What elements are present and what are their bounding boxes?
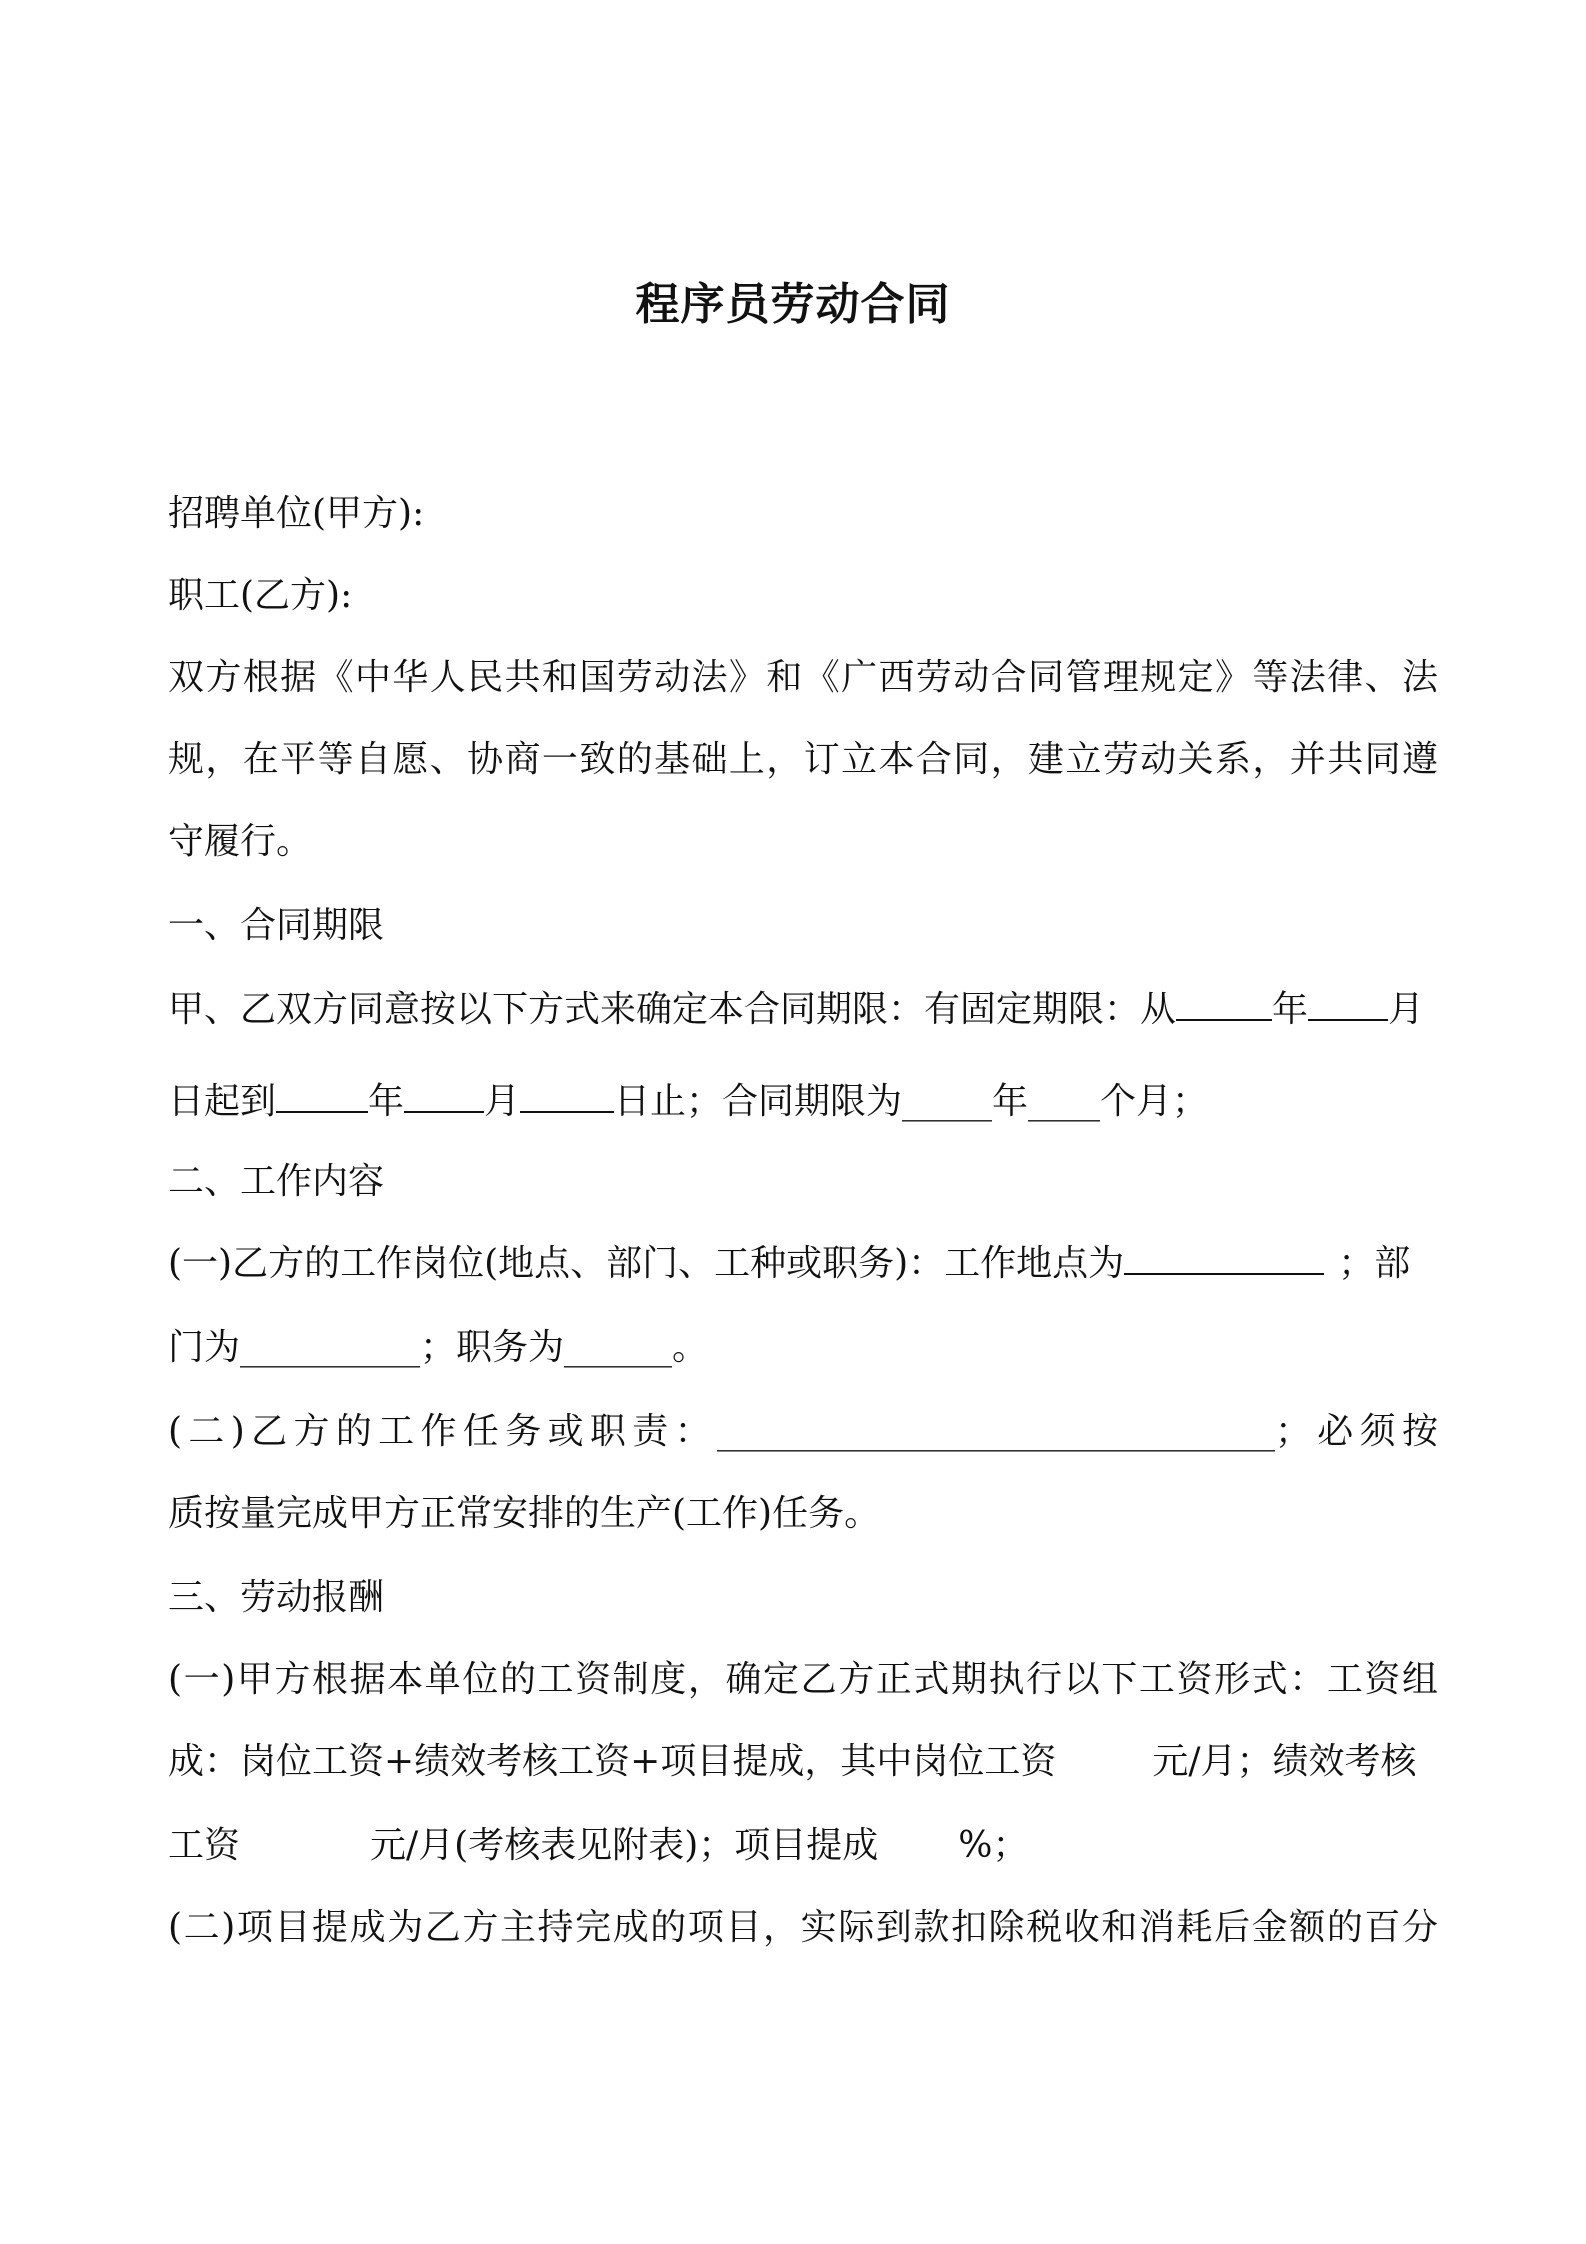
pay-line-3-a: 工资 xyxy=(168,1825,241,1866)
pay-line-4: (二)项目提成为乙方主持完成的项目，实际到款扣除税收和消耗后金额的百分 xyxy=(168,1907,1438,1948)
term-line-2-month: 月 xyxy=(484,1081,521,1122)
end-month-blank[interactable] xyxy=(404,1081,484,1113)
pay-line-2 xyxy=(168,1740,1438,1784)
party-a-label: 招聘单位(甲方): xyxy=(168,493,425,534)
work-line-3: (二)乙方的工作任务或职责：_______________________________；必须按 xyxy=(168,1411,1438,1452)
intro-line-3: 守履行。 xyxy=(168,821,313,862)
term-line-2-year: 年 xyxy=(368,1081,405,1122)
intro-line-2: 规，在平等自愿、协商一致的基础上，订立本合同，建立劳动关系，并共同遵 xyxy=(168,739,1438,780)
work-location-blank[interactable] xyxy=(1124,1243,1324,1275)
section-2-heading: 二、工作内容 xyxy=(168,1161,385,1202)
pay-line-2-text: 成：岗位工资+绩效考核工资+项目提成，其中岗位工资 xyxy=(168,1741,1057,1782)
start-year-blank[interactable] xyxy=(1176,989,1272,1021)
term-line-2-day-from: 日起到 xyxy=(168,1081,277,1122)
work-line-2: 门为__________；职务为______。 xyxy=(168,1327,709,1368)
section-3-heading: 三、劳动报酬 xyxy=(168,1577,385,1618)
section-1-heading: 一、合同期限 xyxy=(168,905,385,946)
term-line-2 xyxy=(168,1080,1438,1124)
pay-line-3-b: 元/月(考核表见附表)；项目提成 xyxy=(370,1825,879,1866)
page-title: 程序员劳动合同 xyxy=(635,279,951,330)
start-month-blank[interactable] xyxy=(1308,989,1388,1021)
work-line-1-tail: ；部 xyxy=(1338,1243,1411,1284)
pay-line-3 xyxy=(168,1824,1438,1868)
term-line-1 xyxy=(168,988,1438,1032)
intro-line-1: 双方根据《中华人民共和国劳动法》和《广西劳动合同管理规定》等法律、法 xyxy=(168,657,1438,698)
term-line-1-month: 月 xyxy=(1388,989,1425,1030)
work-line-1-text: (一)乙方的工作岗位(地点、部门、工种或职务)：工作地点为 xyxy=(168,1243,1125,1284)
end-year-blank[interactable] xyxy=(276,1081,368,1113)
end-day-blank[interactable] xyxy=(520,1081,614,1113)
pay-line-2-tail: 元/月；绩效考核 xyxy=(1152,1741,1417,1782)
pay-line-1: (一)甲方根据本单位的工资制度，确定乙方正式期执行以下工资形式：工资组 xyxy=(168,1659,1438,1700)
term-line-2-day-to: 日止；合同期限为_____年____个月； xyxy=(614,1081,1209,1122)
term-line-1-year: 年 xyxy=(1272,989,1309,1030)
party-b-label: 职工(乙方): xyxy=(168,575,353,616)
pay-line-3-c: %； xyxy=(958,1825,1029,1866)
term-line-1-text: 甲、乙双方同意按以下方式来确定本合同期限：有固定期限：从 xyxy=(168,989,1177,1030)
work-line-1 xyxy=(168,1242,1438,1286)
work-line-4: 质按量完成甲方正常安排的生产(工作)任务。 xyxy=(168,1493,881,1534)
